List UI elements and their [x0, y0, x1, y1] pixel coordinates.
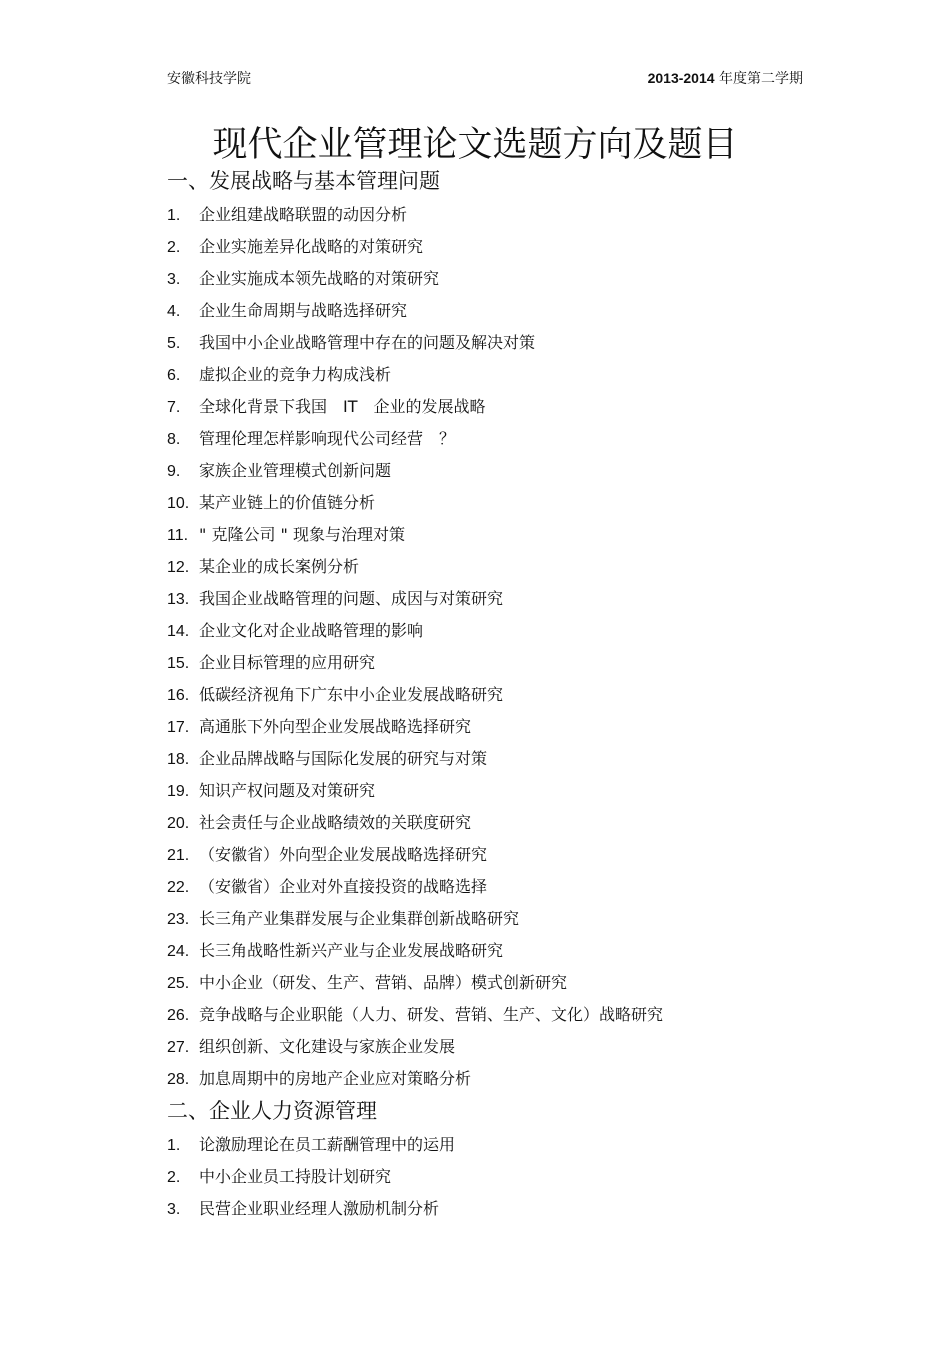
- item-text: 全球化背景下我国 IT 企业的发展战略: [199, 397, 486, 416]
- item-text: 低碳经济视角下广东中小企业发展战略研究: [199, 685, 504, 704]
- item-text: 高通胀下外向型企业发展战略选择研究: [199, 717, 472, 736]
- item-number: 16.: [167, 687, 190, 704]
- item-text: 中小企业员工持股计划研究: [199, 1167, 392, 1186]
- item-number: 4.: [167, 303, 181, 320]
- list-item: [167, 839, 867, 871]
- item-text: 家族企业管理模式创新问题: [199, 461, 392, 480]
- list-item: [167, 807, 867, 839]
- page-header: [167, 68, 803, 92]
- item-number: 1.: [167, 207, 181, 224]
- item-text: 竞争战略与企业职能（人力、研发、营销、生产、文化）战略研究: [199, 1005, 664, 1024]
- item-text: 管理伦理怎样影响现代公司经营 ？: [199, 429, 456, 448]
- list-item: [167, 615, 867, 647]
- item-number: 2.: [167, 239, 181, 256]
- list-item: [167, 583, 867, 615]
- list-item: [167, 1129, 867, 1161]
- item-number: 25.: [167, 975, 190, 992]
- item-text: 组织创新、文化建设与家族企业发展: [199, 1037, 456, 1056]
- document-title: 现代企业管理论文选题方向及题目: [212, 125, 738, 165]
- item-text: 中小企业（研发、生产、营销、品牌）模式创新研究: [199, 973, 568, 992]
- item-number: 12.: [167, 559, 190, 576]
- list-item: [167, 455, 867, 487]
- item-number: 5.: [167, 335, 181, 352]
- item-text: 企业生命周期与战略选择研究: [199, 301, 408, 320]
- list-item: [167, 295, 867, 327]
- item-number: 2.: [167, 1169, 181, 1186]
- item-text: 企业实施成本领先战略的对策研究: [199, 269, 440, 288]
- item-number: 18.: [167, 751, 190, 768]
- list-item: [167, 391, 867, 423]
- item-text: 社会责任与企业战略绩效的关联度研究: [199, 813, 472, 832]
- item-number: 21.: [167, 847, 190, 864]
- academic-year: 2013-2014: [647, 70, 715, 86]
- topic-list: [167, 165, 867, 1225]
- item-text: 论激励理论在员工薪酬管理中的运用: [199, 1135, 456, 1154]
- list-item: [167, 1193, 867, 1225]
- item-number: 10.: [167, 495, 190, 512]
- section-heading: 二、企业人力资源管理: [167, 1099, 377, 1123]
- item-number: 6.: [167, 367, 181, 384]
- item-number: 9.: [167, 463, 181, 480]
- list-item: [167, 551, 867, 583]
- item-text: （安徽省）企业对外直接投资的战略选择: [199, 877, 488, 896]
- list-item: [167, 871, 867, 903]
- term-label: 年度第二学期: [714, 71, 803, 87]
- item-number: 19.: [167, 783, 190, 800]
- list-item: [167, 743, 867, 775]
- item-number: 15.: [167, 655, 190, 672]
- list-item: [167, 775, 867, 807]
- list-item: [167, 1161, 867, 1193]
- item-text: 长三角战略性新兴产业与企业发展战略研究: [199, 941, 504, 960]
- item-text: 企业组建战略联盟的动因分析: [199, 205, 408, 224]
- item-text: 企业目标管理的应用研究: [199, 653, 376, 672]
- item-text: 我国企业战略管理的问题、成因与对策研究: [199, 589, 504, 608]
- list-item: [167, 1063, 867, 1095]
- item-text: " 克隆公司 " 现象与治理对策: [199, 525, 405, 544]
- list-item: [167, 999, 867, 1031]
- academic-term: [648, 68, 803, 88]
- list-item: [167, 903, 867, 935]
- item-number: 23.: [167, 911, 190, 928]
- item-number: 22.: [167, 879, 190, 896]
- list-item: [167, 359, 867, 391]
- institution-name: 安徽科技学院: [167, 71, 251, 87]
- item-text: 加息周期中的房地产企业应对策略分析: [199, 1069, 472, 1088]
- item-text: 企业品牌战略与国际化发展的研究与对策: [199, 749, 488, 768]
- item-number: 3.: [167, 1201, 181, 1218]
- section-heading: 一、发展战略与基本管理问题: [167, 169, 440, 193]
- item-number: 3.: [167, 271, 181, 288]
- item-number: 14.: [167, 623, 190, 640]
- list-item: [167, 711, 867, 743]
- item-number: 20.: [167, 815, 190, 832]
- item-number: 11.: [167, 527, 189, 544]
- list-item: [167, 967, 867, 999]
- list-item: [167, 231, 867, 263]
- item-number: 28.: [167, 1071, 190, 1088]
- item-number: 8.: [167, 431, 181, 448]
- item-text: （安徽省）外向型企业发展战略选择研究: [199, 845, 488, 864]
- item-number: 1.: [167, 1137, 181, 1154]
- item-text: 民营企业职业经理人激励机制分析: [199, 1199, 440, 1218]
- item-number: 27.: [167, 1039, 190, 1056]
- list-item: [167, 647, 867, 679]
- item-number: 26.: [167, 1007, 190, 1024]
- item-text: 虚拟企业的竞争力构成浅析: [199, 365, 392, 384]
- list-item: [167, 423, 867, 455]
- item-text: 企业实施差异化战略的对策研究: [199, 237, 424, 256]
- item-number: 13.: [167, 591, 190, 608]
- item-text: 某企业的成长案例分析: [199, 557, 360, 576]
- list-item: [167, 199, 867, 231]
- item-text: 长三角产业集群发展与企业集群创新战略研究: [199, 909, 520, 928]
- list-item: [167, 519, 867, 551]
- item-text: 企业文化对企业战略管理的影响: [199, 621, 424, 640]
- item-text: 知识产权问题及对策研究: [199, 781, 376, 800]
- list-item: [167, 935, 867, 967]
- list-item: [167, 487, 867, 519]
- item-text: 某产业链上的价值链分析: [199, 493, 376, 512]
- list-item: [167, 679, 867, 711]
- item-number: 17.: [167, 719, 190, 736]
- list-item: [167, 263, 867, 295]
- item-number: 7.: [167, 399, 181, 416]
- list-item: [167, 1031, 867, 1063]
- item-number: 24.: [167, 943, 190, 960]
- item-text: 我国中小企业战略管理中存在的问题及解决对策: [199, 333, 536, 352]
- list-item: [167, 327, 867, 359]
